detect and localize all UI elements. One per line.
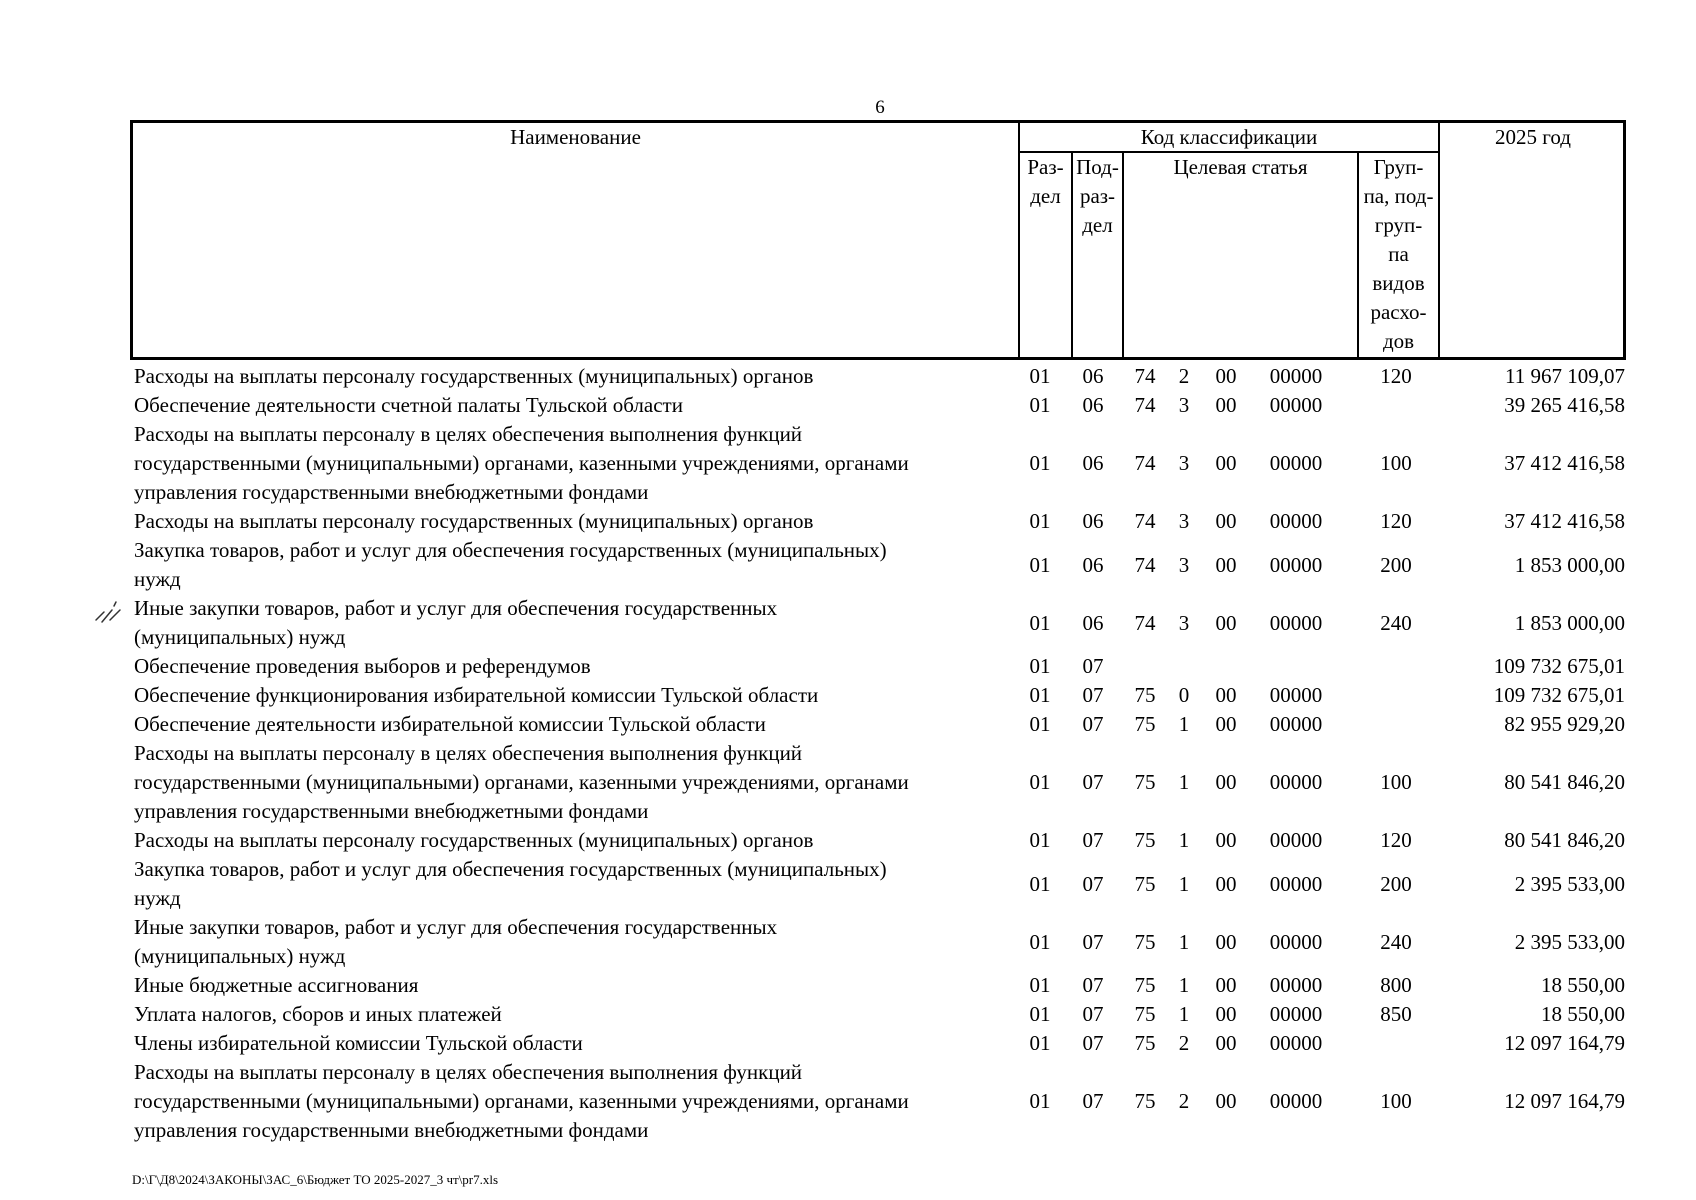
- cell-t2: 1: [1178, 770, 1190, 794]
- table-row: [130, 710, 1630, 739]
- cell-podrazdel: 07: [1082, 712, 1104, 736]
- row-name: Иные закупки товаров, работ и услуг для обеспечения государственных (муниципальных) нужд: [134, 596, 778, 649]
- cell-razdel: 01: [1029, 929, 1051, 954]
- cell-t2: [1168, 652, 1200, 681]
- table-row: [130, 739, 1630, 826]
- row-name: Обеспечение функционирования избирательной комиссии Тульской области: [134, 683, 819, 707]
- header-target: Целевая статья: [1173, 155, 1308, 179]
- cell-razdel: 01: [1029, 1002, 1051, 1026]
- cell-t2: 3: [1178, 610, 1190, 635]
- cell-t1: 74: [1134, 552, 1156, 577]
- row-name: Иные закупки товаров, работ и услуг для обеспечения государственных (муниципальных) нужд: [134, 915, 778, 968]
- cell-t2: 1: [1178, 712, 1190, 736]
- cell-t4: 00000: [1269, 393, 1323, 417]
- row-name: Уплата налогов, сборов и иных платежей: [134, 1002, 502, 1026]
- cell-t3: 00: [1215, 929, 1237, 954]
- cell-t4: 00000: [1269, 552, 1323, 577]
- cell-podrazdel: 07: [1082, 929, 1104, 954]
- cell-amount: 109 732 675,01: [1493, 654, 1625, 678]
- cell-t1: 75: [1134, 770, 1156, 794]
- cell-amount: 2 395 533,00: [1514, 929, 1625, 954]
- cell-t3: 00: [1215, 828, 1237, 852]
- header-divider-subsection: [1122, 151, 1124, 360]
- table-row: [130, 1029, 1630, 1058]
- cell-t1: 75: [1134, 1089, 1156, 1113]
- cell-t3: 00: [1215, 1002, 1237, 1026]
- table-row: [130, 507, 1630, 536]
- table-body: [130, 362, 1630, 1145]
- cell-t3: 00: [1215, 552, 1237, 577]
- cell-podrazdel: 06: [1082, 552, 1104, 577]
- cell-amount: 39 265 416,58: [1504, 393, 1625, 417]
- cell-group: 100: [1380, 770, 1412, 794]
- cell-t2: 1: [1178, 929, 1190, 954]
- row-name: Обеспечение проведения выборов и референдумов: [134, 654, 591, 678]
- table-row: [130, 826, 1630, 855]
- cell-amount: 12 097 164,79: [1504, 1031, 1625, 1055]
- cell-t1: 74: [1134, 451, 1156, 475]
- cell-t2: 2: [1178, 1089, 1190, 1113]
- cell-t1: [1120, 652, 1170, 681]
- cell-t1: 75: [1134, 1002, 1156, 1026]
- cell-podrazdel: 06: [1082, 509, 1104, 533]
- cell-t4: 00000: [1269, 451, 1323, 475]
- cell-t3: 00: [1215, 712, 1237, 736]
- cell-t4: 00000: [1269, 1031, 1323, 1055]
- row-name: Иные бюджетные ассигнования: [134, 973, 419, 997]
- row-name: Расходы на выплаты персоналу государственных (муниципальных) органов: [134, 828, 814, 852]
- table-row: [130, 1000, 1630, 1029]
- cell-podrazdel: 06: [1082, 451, 1104, 475]
- cell-t1: 75: [1134, 973, 1156, 997]
- cell-t4: 00000: [1269, 1089, 1323, 1113]
- cell-amount: 37 412 416,58: [1504, 451, 1625, 475]
- table-row: [130, 391, 1630, 420]
- cell-group: 120: [1380, 828, 1412, 852]
- cell-razdel: 01: [1029, 770, 1051, 794]
- cell-t2: 3: [1178, 552, 1190, 577]
- cell-podrazdel: 07: [1082, 1002, 1104, 1026]
- cell-t4: 00000: [1269, 1002, 1323, 1026]
- cell-podrazdel: 06: [1082, 610, 1104, 635]
- cell-group: 850: [1380, 1002, 1412, 1026]
- cell-t3: 00: [1215, 364, 1237, 388]
- cell-t3: 00: [1215, 683, 1237, 707]
- row-name: Расходы на выплаты персоналу в целях обеспечения выполнения функций государственными (муниципальными) органами, казенными учреждениями, органами управления государственными внебюджетными фондами: [134, 741, 909, 823]
- cell-amount: 109 732 675,01: [1493, 683, 1625, 707]
- cell-t2: 0: [1178, 683, 1190, 707]
- table-row: [130, 420, 1630, 507]
- cell-amount: 18 550,00: [1541, 973, 1625, 997]
- cell-t1: 75: [1134, 1031, 1156, 1055]
- cell-t2: 1: [1178, 973, 1190, 997]
- cell-t3: 00: [1215, 451, 1237, 475]
- cell-t4: 00000: [1269, 509, 1323, 533]
- cell-t3: [1205, 652, 1247, 681]
- cell-t4: 00000: [1269, 973, 1323, 997]
- cell-t1: 75: [1134, 929, 1156, 954]
- cell-t2: 1: [1178, 1002, 1190, 1026]
- cell-podrazdel: 07: [1082, 770, 1104, 794]
- cell-amount: 80 541 846,20: [1504, 828, 1625, 852]
- header-subsection: Под- раз- дел: [1076, 155, 1119, 237]
- cell-podrazdel: 06: [1082, 393, 1104, 417]
- row-name: Обеспечение деятельности счетной палаты Тульской области: [134, 393, 683, 417]
- header-group: Груп- па, под- груп- па видов расхо- дов: [1363, 155, 1434, 353]
- cell-podrazdel: 07: [1082, 973, 1104, 997]
- cell-podrazdel: 06: [1082, 364, 1104, 388]
- cell-t1: 74: [1134, 393, 1156, 417]
- cell-t1: 74: [1134, 610, 1156, 635]
- cell-razdel: 01: [1029, 1031, 1051, 1055]
- cell-razdel: 01: [1029, 683, 1051, 707]
- cell-razdel: 01: [1029, 364, 1051, 388]
- cell-razdel: 01: [1029, 973, 1051, 997]
- cell-t1: 74: [1134, 364, 1156, 388]
- cell-t3: 00: [1215, 393, 1237, 417]
- cell-podrazdel: 07: [1082, 1031, 1104, 1055]
- cell-podrazdel: 07: [1082, 683, 1104, 707]
- row-name: Расходы на выплаты персоналу в целях обеспечения выполнения функций государственными (муниципальными) органами, казенными учреждениями, органами управления государственными внебюджетными фондами: [134, 422, 909, 504]
- cell-t4: 00000: [1269, 712, 1323, 736]
- cell-amount: 11 967 109,07: [1505, 364, 1625, 388]
- cell-razdel: 01: [1029, 552, 1051, 577]
- cell-t4: 00000: [1269, 683, 1323, 707]
- cell-t1: 75: [1134, 828, 1156, 852]
- table-header: [130, 120, 1626, 360]
- cell-t2: 2: [1178, 1031, 1190, 1055]
- table-row: [130, 362, 1630, 391]
- cell-group: 200: [1380, 871, 1412, 896]
- row-name: Расходы на выплаты персоналу государственных (муниципальных) органов: [134, 509, 814, 533]
- cell-razdel: 01: [1029, 871, 1051, 896]
- cell-t4: 00000: [1269, 770, 1323, 794]
- cell-t3: 00: [1215, 770, 1237, 794]
- cell-t3: 00: [1215, 1031, 1237, 1055]
- cell-t3: 00: [1215, 973, 1237, 997]
- cell-t2: 2: [1178, 364, 1190, 388]
- cell-amount: 80 541 846,20: [1504, 770, 1625, 794]
- file-path: D:\Г\Д8\2024\ЗАКОНЫ\ЗАС_6\Бюджет ТО 2025-2027_3 чт\pr7.xls: [132, 1172, 499, 1187]
- table-row: [130, 1058, 1630, 1145]
- cell-podrazdel: 07: [1082, 828, 1104, 852]
- row-name: Закупка товаров, работ и услуг для обеспечения государственных (муниципальных) нужд: [134, 857, 887, 910]
- cell-amount: 2 395 533,00: [1514, 871, 1625, 896]
- cell-podrazdel: 07: [1082, 654, 1104, 678]
- header-year: 2025 год: [1495, 125, 1571, 149]
- cell-t4: 00000: [1269, 364, 1323, 388]
- cell-razdel: 01: [1029, 451, 1051, 475]
- cell-amount: 82 955 929,20: [1504, 712, 1625, 736]
- cell-t2: 3: [1178, 393, 1190, 417]
- header-divider-year: [1438, 123, 1440, 360]
- cell-podrazdel: 07: [1082, 1089, 1104, 1113]
- cell-group: 100: [1380, 1089, 1412, 1113]
- row-name: Члены избирательной комиссии Тульской области: [134, 1031, 583, 1055]
- cell-t2: 3: [1178, 451, 1190, 475]
- table-row: [130, 971, 1630, 1000]
- cell-razdel: 01: [1029, 1089, 1051, 1113]
- row-name: Расходы на выплаты персоналу в целях обеспечения выполнения функций государственными (муниципальными) органами, казенными учреждениями, органами управления государственными внебюджетными фондами: [134, 1060, 909, 1142]
- cell-t1: 75: [1134, 871, 1156, 896]
- cell-t4: 00000: [1269, 871, 1323, 896]
- cell-group: 120: [1380, 364, 1412, 388]
- cell-t3: 00: [1215, 509, 1237, 533]
- cell-t2: 1: [1178, 871, 1190, 896]
- cell-razdel: 01: [1029, 509, 1051, 533]
- cell-razdel: 01: [1029, 393, 1051, 417]
- cell-amount: 37 412 416,58: [1504, 509, 1625, 533]
- cell-group: 200: [1380, 552, 1412, 577]
- cell-t4: 00000: [1269, 828, 1323, 852]
- table-row: [130, 913, 1630, 971]
- cell-t3: 00: [1215, 1089, 1237, 1113]
- cell-t1: 75: [1134, 683, 1156, 707]
- cell-amount: 12 097 164,79: [1504, 1089, 1625, 1113]
- cell-t4: 00000: [1269, 610, 1323, 635]
- row-name: Закупка товаров, работ и услуг для обеспечения государственных (муниципальных) нужд: [134, 538, 887, 591]
- cell-amount: 1 853 000,00: [1514, 610, 1625, 635]
- table-row: [130, 652, 1630, 681]
- cell-group: 800: [1380, 973, 1412, 997]
- cell-group: 120: [1380, 509, 1412, 533]
- header-name: Наименование: [510, 125, 641, 149]
- cell-t2: 1: [1178, 828, 1190, 852]
- header-code-group: Код классификации: [1140, 125, 1318, 149]
- header-section: Раз- дел: [1027, 155, 1064, 208]
- cell-t1: 74: [1134, 509, 1156, 533]
- cell-group: 240: [1380, 610, 1412, 635]
- cell-t2: 3: [1178, 509, 1190, 533]
- cell-razdel: 01: [1029, 712, 1051, 736]
- cell-t4: 00000: [1269, 929, 1323, 954]
- cell-razdel: 01: [1029, 610, 1051, 635]
- cell-group: 100: [1380, 451, 1412, 475]
- handwritten-mark-icon: [92, 598, 128, 626]
- cell-t4: [1258, 652, 1334, 681]
- row-name: Обеспечение деятельности избирательной комиссии Тульской области: [134, 712, 766, 736]
- cell-razdel: 01: [1029, 654, 1051, 678]
- cell-t1: 75: [1134, 712, 1156, 736]
- page-number: 6: [875, 97, 885, 118]
- cell-podrazdel: 07: [1082, 871, 1104, 896]
- table-row: [130, 855, 1630, 913]
- cell-amount: 18 550,00: [1541, 1002, 1625, 1026]
- cell-t3: 00: [1215, 871, 1237, 896]
- row-name: Расходы на выплаты персоналу государственных (муниципальных) органов: [134, 364, 814, 388]
- cell-amount: 1 853 000,00: [1514, 552, 1625, 577]
- cell-t3: 00: [1215, 610, 1237, 635]
- cell-razdel: 01: [1029, 828, 1051, 852]
- table-row: [130, 536, 1630, 594]
- table-row: [130, 681, 1630, 710]
- table-row: [130, 594, 1630, 652]
- cell-group: 240: [1380, 929, 1412, 954]
